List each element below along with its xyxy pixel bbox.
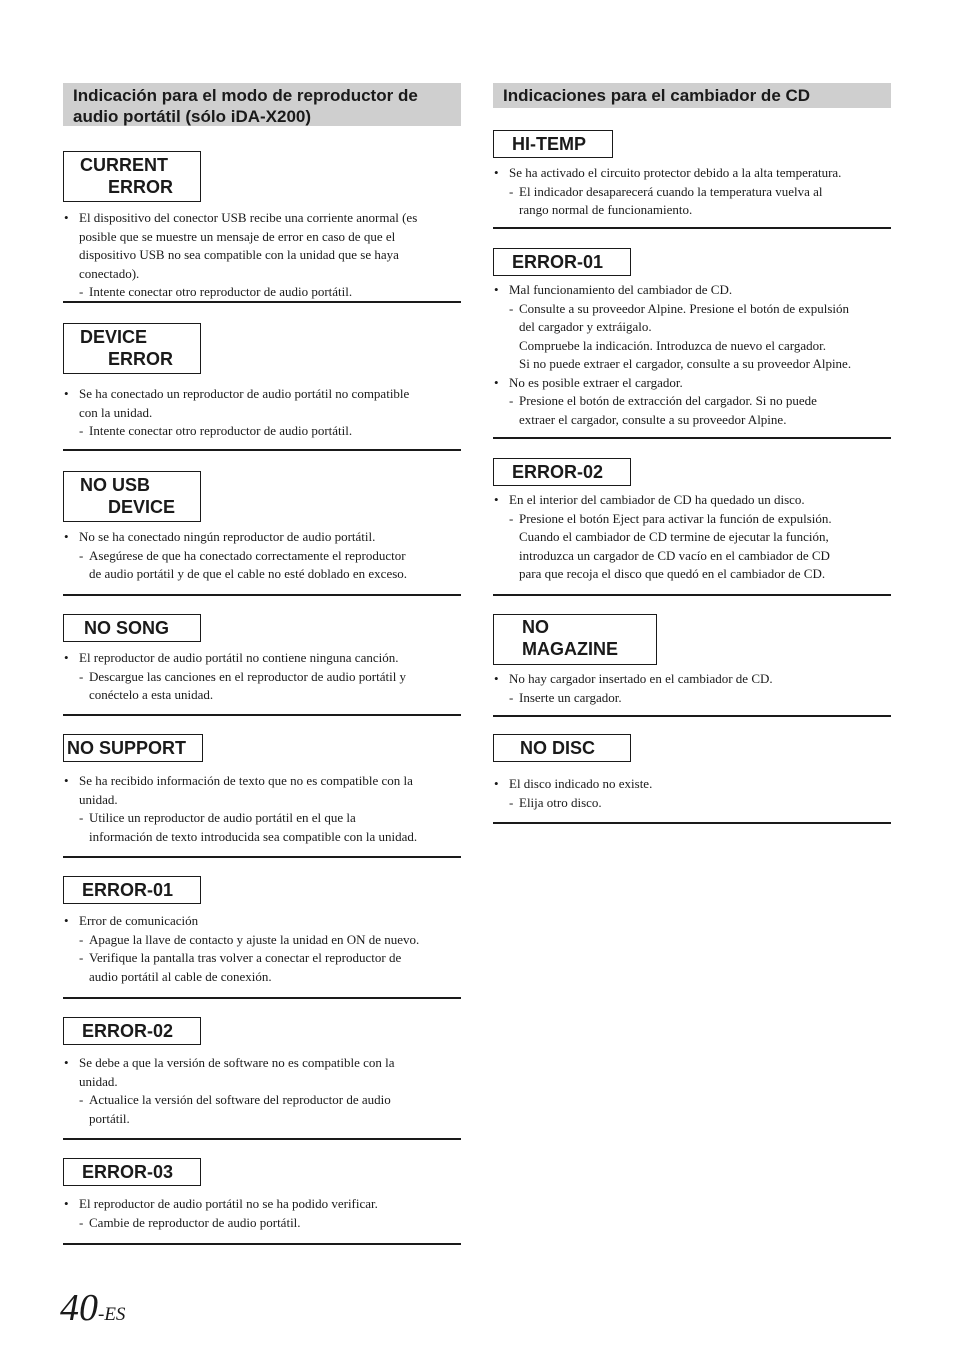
entry-no-disc	[493, 734, 891, 824]
display-label-no-support: NO SUPPORT	[63, 734, 203, 762]
section-header-cd-changer: Indicaciones para el cambiador de CD	[493, 83, 891, 108]
bullet-list	[63, 912, 461, 986]
sub-item: - Presione el botón Eject para activar la función de expulsión. Cuando el cambiador de CD termine de ejecutar la función, introduzca un cargador de CD vacío en el cambiador de CD para que recoja el disco que quedó en el cambiador de CD.	[509, 510, 891, 584]
list-item: • El dispositivo del conector USB recibe una corriente anormal (es posible que se muestre un mensaje de error en caso de que el dispositivo USB no sea compatible con la unidad que se haya conectado). - Intente conectar otro reproductor de audio portátil.	[63, 209, 461, 302]
list-item: • No es posible extraer el cargador. - Presione el botón de extracción del cargador. Si no puede extraer el cargador, consulte a su proveedor Alpine.	[493, 374, 891, 430]
sub-item: - Inserte un cargador.	[509, 689, 891, 708]
page-number: 40-ES	[60, 1287, 126, 1329]
display-label-error-03: ERROR-03	[63, 1158, 201, 1186]
entry-error-02-cd	[493, 458, 891, 596]
entry-current-error	[63, 151, 461, 303]
entry-hi-temp	[493, 130, 891, 229]
bullet-list	[63, 1195, 461, 1232]
entry-error-03-portable	[63, 1158, 461, 1245]
display-label-no-magazine: NO MAGAZINE	[493, 614, 657, 665]
right-column	[493, 83, 891, 824]
sub-item: - Descargue las canciones en el reproductor de audio portátil y conéctelo a esta unidad.	[79, 668, 461, 705]
list-item: • Se debe a que la versión de software no es compatible con la unidad. - Actualice la versión del software del reproductor de audio portátil.	[63, 1054, 461, 1128]
bullet-list	[493, 164, 891, 220]
bullet-list	[493, 491, 891, 584]
list-item: • Se ha conectado un reproductor de audio portátil no compatible con la unidad. - Intente conectar otro reproductor de audio portátil.	[63, 385, 461, 441]
entry-no-support	[63, 734, 461, 858]
display-label-hi-temp: HI-TEMP	[493, 130, 613, 158]
sub-item: - Cambie de reproductor de audio portátil.	[79, 1214, 461, 1233]
sub-item: - Apague la llave de contacto y ajuste la unidad en ON de nuevo.	[79, 931, 461, 950]
bullet-list	[493, 281, 891, 429]
display-label-no-song: NO SONG	[63, 614, 201, 642]
display-label-no-usb-device: NO USB DEVICE	[63, 471, 201, 522]
sub-item: - Elija otro disco.	[509, 794, 891, 813]
display-label-error-01: ERROR-01	[493, 248, 631, 276]
sub-item: - Verifique la pantalla tras volver a conectar el reproductor de audio portátil al cable de conexión.	[79, 949, 461, 986]
bullet-list	[63, 209, 461, 302]
display-label-error-02: ERROR-02	[63, 1017, 201, 1045]
sub-item: - Consulte a su proveedor Alpine. Presione el botón de expulsión del cargador y extráigalo. Compruebe la indicación. Introduzca de nuevo el cargador. Si no puede extraer el cargador, consulte a su proveedor Alpine.	[509, 300, 891, 374]
entry-no-magazine	[493, 614, 891, 717]
list-item: • Error de comunicación - Apague la llave de contacto y ajuste la unidad en ON de nuevo. - Verifique la pantalla tras volver a conectar el reproductor de audio portátil al cable de conexión.	[63, 912, 461, 986]
entry-no-song	[63, 614, 461, 716]
sub-item: - Intente conectar otro reproductor de audio portátil.	[79, 422, 461, 441]
entry-device-error	[63, 323, 461, 451]
bullet-list	[63, 772, 461, 846]
list-item: • El disco indicado no existe. - Elija otro disco.	[493, 775, 891, 812]
list-item: • No hay cargador insertado en el cambiador de CD. - Inserte un cargador.	[493, 670, 891, 707]
list-item: • Mal funcionamiento del cambiador de CD. - Consulte a su proveedor Alpine. Presione el botón de expulsión del cargador y extráigalo. Compruebe la indicación. Introduzca de nuevo el cargador. Si no puede extraer el cargador, consulte a su proveedor Alpine.	[493, 281, 891, 374]
entry-error-02-portable	[63, 1017, 461, 1140]
bullet-list	[63, 528, 461, 584]
sub-item: - El indicador desaparecerá cuando la temperatura vuelva al rango normal de funcionamiento.	[509, 183, 891, 220]
entry-no-usb-device	[63, 471, 461, 596]
list-item: • El reproductor de audio portátil no contiene ninguna canción. - Descargue las canciones en el reproductor de audio portátil y conéctelo a esta unidad.	[63, 649, 461, 705]
bullet-list	[493, 775, 891, 812]
section-header-portable-audio: Indicación para el modo de reproductor de audio portátil (sólo iDA-X200)	[63, 83, 461, 126]
list-item: • No se ha conectado ningún reproductor de audio portátil. - Asegúrese de que ha conectado correctamente el reproductor de audio portátil y de que el cable no esté doblado en exceso.	[63, 528, 461, 584]
bullet-list	[493, 670, 891, 707]
list-item: • Se ha activado el circuito protector debido a la alta temperatura. - El indicador desaparecerá cuando la temperatura vuelva al rango normal de funcionamiento.	[493, 164, 891, 220]
sub-item: - Asegúrese de que ha conectado correctamente el reproductor de audio portátil y de que el cable no esté doblado en exceso.	[79, 547, 461, 584]
display-label-no-disc: NO DISC	[493, 734, 631, 762]
list-item: • Se ha recibido información de texto que no es compatible con la unidad. - Utilice un reproductor de audio portátil en el que la información de texto introducida sea compatible con la unidad.	[63, 772, 461, 846]
display-label-current-error: CURRENT ERROR	[63, 151, 201, 202]
sub-item: - Actualice la versión del software del reproductor de audio portátil.	[79, 1091, 461, 1128]
sub-item: - Utilice un reproductor de audio portátil en el que la información de texto introducida sea compatible con la unidad.	[79, 809, 461, 846]
list-item: • El reproductor de audio portátil no se ha podido verificar. - Cambie de reproductor de audio portátil.	[63, 1195, 461, 1232]
display-label-device-error: DEVICE ERROR	[63, 323, 201, 374]
bullet-list	[63, 1054, 461, 1128]
entry-error-01-cd	[493, 248, 891, 439]
sub-item: - Intente conectar otro reproductor de audio portátil.	[79, 283, 461, 302]
entry-error-01-portable	[63, 876, 461, 999]
bullet-list	[63, 385, 461, 441]
display-label-error-01: ERROR-01	[63, 876, 201, 904]
display-label-error-02: ERROR-02	[493, 458, 631, 486]
bullet-list	[63, 649, 461, 705]
sub-item: - Presione el botón de extracción del cargador. Si no puede extraer el cargador, consulte a su proveedor Alpine.	[509, 392, 891, 429]
list-item: • En el interior del cambiador de CD ha quedado un disco. - Presione el botón Eject para activar la función de expulsión. Cuando el cambiador de CD termine de ejecutar la función, introduzca un cargador de CD vacío en el cambiador de CD para que recoja el disco que quedó en el cambiador de CD.	[493, 491, 891, 584]
left-column	[63, 83, 461, 1245]
